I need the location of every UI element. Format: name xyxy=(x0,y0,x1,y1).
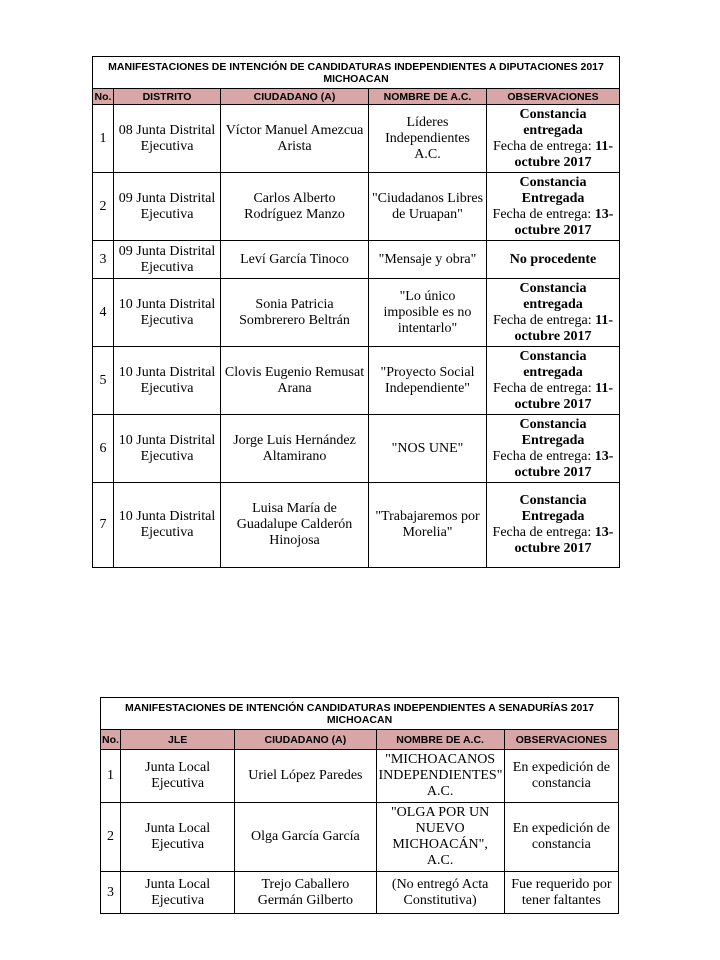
obs-date: 11-octubre 2017 xyxy=(514,380,614,412)
cell-distrito: 10 Junta Distrital Ejecutiva xyxy=(114,415,221,483)
table-row xyxy=(93,415,620,483)
obs-label: Fecha de entrega: xyxy=(492,138,596,154)
title-line: MANIFESTACIONES DE INTENCIÓN CANDIDATURAS INDEPENDIENTES A SENADURÍAS 2017 xyxy=(124,701,595,714)
table-row xyxy=(101,750,619,803)
cell-ac: "Lo único imposible es no intentarlo" xyxy=(369,279,487,347)
cell-no: 4 xyxy=(93,279,114,347)
table-title xyxy=(101,698,619,730)
cell-ac: (No entregó Acta Constitutiva) xyxy=(376,872,504,914)
cell-observaciones: Fue requerido por tener faltantes xyxy=(504,872,618,914)
obs-label: Fecha de entrega: xyxy=(492,206,595,222)
cell-observaciones xyxy=(487,241,620,279)
obs-date: 11-octubre 2017 xyxy=(514,312,614,344)
obs-label: Fecha de entrega: xyxy=(492,448,595,464)
obs-status: Constancia entregada xyxy=(519,280,587,312)
cell-observaciones: En expedición de constancia xyxy=(504,803,618,872)
title-line: MICHOACAN xyxy=(323,72,389,85)
obs-status: Constancia entregada xyxy=(519,348,587,380)
header-ciudadano: CIUDADANO (A) xyxy=(235,730,376,750)
table-row xyxy=(93,173,620,241)
title-line: MANIFESTACIONES DE INTENCIÓN DE CANDIDATURAS INDEPENDIENTES A DIPUTACIONES 2017 xyxy=(108,60,604,73)
cell-no: 1 xyxy=(101,750,121,803)
cell-jle: Junta Local Ejecutiva xyxy=(121,750,235,803)
obs-date: 13-octubre 2017 xyxy=(514,206,614,238)
cell-observaciones xyxy=(487,483,620,568)
cell-ciudadano: Uriel López Paredes xyxy=(235,750,376,803)
obs-status: Constancia entregada xyxy=(519,106,587,138)
header-observaciones: OBSERVACIONES xyxy=(504,730,618,750)
cell-no: 2 xyxy=(101,803,121,872)
obs-date: 13-octubre 2017 xyxy=(514,448,614,480)
cell-observaciones xyxy=(487,105,620,173)
cell-ac: "MICHOACANOS INDEPENDIENTES" A.C. xyxy=(376,750,504,803)
cell-no: 5 xyxy=(93,347,114,415)
cell-distrito: 09 Junta Distrital Ejecutiva xyxy=(114,173,221,241)
header-row xyxy=(93,89,620,105)
cell-ciudadano: Clovis Eugenio Remusat Arana xyxy=(221,347,369,415)
cell-ciudadano: Jorge Luis Hernández Altamirano xyxy=(221,415,369,483)
header-ciudadano: CIUDADANO (A) xyxy=(221,89,369,105)
obs-date: 11-octubre 2017 xyxy=(514,138,614,170)
table-row xyxy=(93,105,620,173)
obs-label: Fecha de entrega: xyxy=(492,380,596,396)
header-ac: NOMBRE DE A.C. xyxy=(369,89,487,105)
cell-observaciones xyxy=(487,279,620,347)
cell-distrito: 08 Junta Distrital Ejecutiva xyxy=(114,105,221,173)
cell-ciudadano: Leví García Tinoco xyxy=(221,241,369,279)
obs-label: Fecha de entrega: xyxy=(492,312,596,328)
cell-observaciones xyxy=(487,347,620,415)
cell-observaciones xyxy=(487,415,620,483)
obs-status: No procedente xyxy=(509,251,597,267)
title-line: MICHOACAN xyxy=(326,713,393,726)
table-row xyxy=(93,241,620,279)
cell-ac: "Proyecto Social Independiente" xyxy=(369,347,487,415)
senadurias-table xyxy=(100,697,619,914)
cell-ac: "NOS UNE" xyxy=(369,415,487,483)
cell-ciudadano: Luisa María de Guadalupe Calderón Hinojosa xyxy=(221,483,369,568)
cell-jle: Junta Local Ejecutiva xyxy=(121,872,235,914)
header-distrito: DISTRITO xyxy=(114,89,221,105)
cell-ac: "Mensaje y obra" xyxy=(369,241,487,279)
cell-no: 3 xyxy=(93,241,114,279)
header-no: No. xyxy=(93,89,114,105)
table-row xyxy=(101,803,619,872)
header-observaciones: OBSERVACIONES xyxy=(487,89,620,105)
cell-ac: Líderes Independientes A.C. xyxy=(369,105,487,173)
header-jle: JLE xyxy=(121,730,235,750)
cell-no: 6 xyxy=(93,415,114,483)
cell-ciudadano: Carlos Alberto Rodríguez Manzo xyxy=(221,173,369,241)
cell-distrito: 09 Junta Distrital Ejecutiva xyxy=(114,241,221,279)
table-row xyxy=(93,483,620,568)
header-no: No. xyxy=(101,730,121,750)
cell-ciudadano: Trejo Caballero Germán Gilberto xyxy=(235,872,376,914)
obs-date: 13-octubre 2017 xyxy=(514,525,614,556)
cell-distrito: 10 Junta Distrital Ejecutiva xyxy=(114,279,221,347)
table-title xyxy=(93,57,620,89)
cell-distrito: 10 Junta Distrital Ejecutiva xyxy=(114,483,221,568)
header-row xyxy=(101,730,619,750)
cell-ac: "Ciudadanos Libres de Uruapan" xyxy=(369,173,487,241)
cell-no: 1 xyxy=(93,105,114,173)
header-ac: NOMBRE DE A.C. xyxy=(376,730,504,750)
cell-jle: Junta Local Ejecutiva xyxy=(121,803,235,872)
obs-status: Constancia Entregada xyxy=(519,174,587,206)
cell-no: 2 xyxy=(93,173,114,241)
cell-no: 3 xyxy=(101,872,121,914)
cell-ciudadano: Víctor Manuel Amezcua Arista xyxy=(221,105,369,173)
obs-status: Constancia Entregada xyxy=(519,416,587,448)
cell-ciudadano: Sonia Patricia Sombrerero Beltrán xyxy=(221,279,369,347)
obs-label: Fecha de entrega: xyxy=(492,525,595,540)
table-row xyxy=(101,872,619,914)
cell-ac: "OLGA POR UN NUEVO MICHOACÁN", A.C. xyxy=(376,803,504,872)
diputaciones-table xyxy=(92,56,620,568)
obs-status: Constancia Entregada xyxy=(519,493,587,524)
cell-observaciones: En expedición de constancia xyxy=(504,750,618,803)
table-row xyxy=(93,279,620,347)
cell-ac: "Trabajaremos por Morelia" xyxy=(369,483,487,568)
cell-observaciones xyxy=(487,173,620,241)
cell-ciudadano: Olga García García xyxy=(235,803,376,872)
table-row xyxy=(93,347,620,415)
cell-no: 7 xyxy=(93,483,114,568)
cell-distrito: 10 Junta Distrital Ejecutiva xyxy=(114,347,221,415)
